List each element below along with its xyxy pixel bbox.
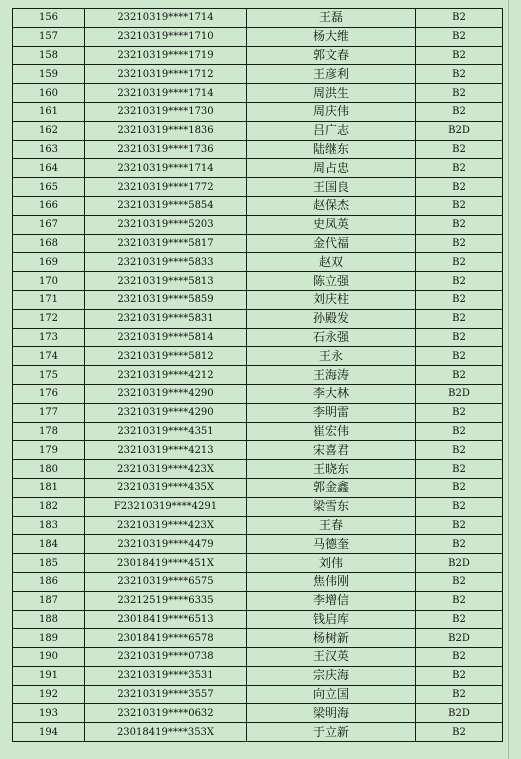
table-row <box>13 384 503 403</box>
cell-name[interactable]: 周占忠 <box>247 159 416 178</box>
table-row <box>13 516 503 535</box>
cell-id-number[interactable]: 23210319****5854 <box>85 196 247 215</box>
roster-table-body <box>13 9 503 742</box>
cell-number[interactable]: 161 <box>13 102 85 121</box>
cell-id-number[interactable]: 23210319****5203 <box>85 215 247 234</box>
cell-id-number[interactable]: 23210319****1772 <box>85 178 247 197</box>
cell-name[interactable]: 郭金鑫 <box>247 478 416 497</box>
cell-license-class[interactable]: B2 <box>416 422 503 441</box>
cell-number[interactable]: 193 <box>13 704 85 723</box>
cell-name[interactable]: 梁雪东 <box>247 497 416 516</box>
table-row <box>13 121 503 140</box>
cell-number[interactable]: 175 <box>13 366 85 385</box>
cell-number[interactable]: 168 <box>13 234 85 253</box>
cell-number[interactable]: 157 <box>13 27 85 46</box>
cell-license-class[interactable]: B2D <box>416 704 503 723</box>
cell-license-class[interactable]: B2 <box>416 723 503 742</box>
table-row <box>13 140 503 159</box>
cell-number[interactable]: 181 <box>13 478 85 497</box>
cell-number[interactable]: 171 <box>13 290 85 309</box>
table-row <box>13 234 503 253</box>
cell-id-number[interactable]: 23210319****0738 <box>85 648 247 667</box>
cell-id-number[interactable]: 23210319****5814 <box>85 328 247 347</box>
table-row <box>13 46 503 65</box>
cell-license-class[interactable]: B2 <box>416 366 503 385</box>
cell-name[interactable]: 王春 <box>247 516 416 535</box>
table-row <box>13 460 503 479</box>
table-row <box>13 178 503 197</box>
cell-license-class[interactable]: B2 <box>416 535 503 554</box>
cell-name[interactable]: 王晓东 <box>247 460 416 479</box>
table-row <box>13 102 503 121</box>
cell-name[interactable]: 王永 <box>247 347 416 366</box>
cell-id-number[interactable]: 23210319****1712 <box>85 65 247 84</box>
table-row <box>13 290 503 309</box>
cell-number[interactable]: 162 <box>13 121 85 140</box>
cell-id-number[interactable]: 23210319****0632 <box>85 704 247 723</box>
cell-name[interactable]: 周洪生 <box>247 84 416 103</box>
cell-license-class[interactable]: B2 <box>416 253 503 272</box>
cell-id-number[interactable]: F23210319****4291 <box>85 497 247 516</box>
cell-id-number[interactable]: 23210319****5817 <box>85 234 247 253</box>
cell-name[interactable]: 钱启库 <box>247 610 416 629</box>
cell-license-class[interactable]: B2 <box>416 27 503 46</box>
cell-license-class[interactable]: B2D <box>416 384 503 403</box>
cell-id-number[interactable]: 23210319****4479 <box>85 535 247 554</box>
cell-id-number[interactable]: 23210319****4290 <box>85 403 247 422</box>
cell-id-number[interactable]: 23210319****5812 <box>85 347 247 366</box>
cell-number[interactable]: 180 <box>13 460 85 479</box>
cell-id-number[interactable]: 23210319****4290 <box>85 384 247 403</box>
cell-license-class[interactable]: B2 <box>416 65 503 84</box>
cell-name[interactable]: 金代福 <box>247 234 416 253</box>
cell-number[interactable]: 194 <box>13 723 85 742</box>
table-row <box>13 629 503 648</box>
cell-number[interactable]: 169 <box>13 253 85 272</box>
cell-id-number[interactable]: 23210319****1714 <box>85 9 247 28</box>
cell-license-class[interactable]: B2 <box>416 610 503 629</box>
cell-id-number[interactable]: 23210319****435X <box>85 478 247 497</box>
cell-license-class[interactable]: B2 <box>416 102 503 121</box>
cell-id-number[interactable]: 23210319****1714 <box>85 159 247 178</box>
cell-license-class[interactable]: B2 <box>416 403 503 422</box>
cell-number[interactable]: 174 <box>13 347 85 366</box>
cell-license-class[interactable]: B2 <box>416 9 503 28</box>
cell-license-class[interactable]: B2 <box>416 272 503 291</box>
cell-name[interactable]: 崔宏伟 <box>247 422 416 441</box>
cell-license-class[interactable]: B2 <box>416 234 503 253</box>
cell-id-number[interactable]: 23018419****353X <box>85 723 247 742</box>
cell-license-class[interactable]: B2 <box>416 178 503 197</box>
cell-license-class[interactable]: B2 <box>416 196 503 215</box>
cell-id-number[interactable]: 23210319****423X <box>85 516 247 535</box>
cell-id-number[interactable]: 23210319****5859 <box>85 290 247 309</box>
table-row <box>13 497 503 516</box>
table-row <box>13 403 503 422</box>
table-row <box>13 535 503 554</box>
roster-table <box>12 8 503 742</box>
cell-id-number[interactable]: 23210319****5833 <box>85 253 247 272</box>
cell-id-number[interactable]: 23210319****1730 <box>85 102 247 121</box>
cell-number[interactable]: 190 <box>13 648 85 667</box>
cell-number[interactable]: 188 <box>13 610 85 629</box>
table-row <box>13 591 503 610</box>
cell-id-number[interactable]: 23210319****1714 <box>85 84 247 103</box>
cell-id-number[interactable]: 23210319****1710 <box>85 27 247 46</box>
cell-license-class[interactable]: B2 <box>416 328 503 347</box>
cell-name[interactable]: 李明雷 <box>247 403 416 422</box>
cell-name[interactable]: 赵保杰 <box>247 196 416 215</box>
cell-license-class[interactable]: B2 <box>416 46 503 65</box>
cell-license-class[interactable]: B2 <box>416 84 503 103</box>
table-row <box>13 196 503 215</box>
cell-number[interactable]: 163 <box>13 140 85 159</box>
cell-name[interactable]: 李大林 <box>247 384 416 403</box>
cell-name[interactable]: 于立新 <box>247 723 416 742</box>
cell-number[interactable]: 189 <box>13 629 85 648</box>
cell-id-number[interactable]: 23210319****1719 <box>85 46 247 65</box>
cell-license-class[interactable]: B2 <box>416 666 503 685</box>
cell-number[interactable]: 159 <box>13 65 85 84</box>
cell-license-class[interactable]: B2 <box>416 648 503 667</box>
cell-license-class[interactable]: B2 <box>416 290 503 309</box>
cell-id-number[interactable]: 23018419****451X <box>85 554 247 573</box>
table-row <box>13 84 503 103</box>
cell-name[interactable]: 吕广志 <box>247 121 416 140</box>
cell-id-number[interactable]: 23210319****1736 <box>85 140 247 159</box>
cell-number[interactable]: 186 <box>13 572 85 591</box>
cell-license-class[interactable]: B2 <box>416 441 503 460</box>
table-row <box>13 253 503 272</box>
cell-number[interactable]: 185 <box>13 554 85 573</box>
cell-name[interactable]: 梁明海 <box>247 704 416 723</box>
cell-license-class[interactable]: B2 <box>416 215 503 234</box>
table-row <box>13 65 503 84</box>
cell-id-number[interactable]: 23210319****423X <box>85 460 247 479</box>
cell-name[interactable]: 李增信 <box>247 591 416 610</box>
cell-id-number[interactable]: 23212519****6335 <box>85 591 247 610</box>
table-row <box>13 366 503 385</box>
table-row <box>13 422 503 441</box>
cell-name[interactable]: 王磊 <box>247 9 416 28</box>
cell-license-class[interactable]: B2 <box>416 497 503 516</box>
cell-name[interactable]: 王海涛 <box>247 366 416 385</box>
cell-number[interactable]: 184 <box>13 535 85 554</box>
cell-license-class[interactable]: B2 <box>416 309 503 328</box>
cell-name[interactable]: 宗庆海 <box>247 666 416 685</box>
cell-id-number[interactable]: 23210319****1836 <box>85 121 247 140</box>
cell-name[interactable]: 周庆伟 <box>247 102 416 121</box>
cell-name[interactable]: 陈立强 <box>247 272 416 291</box>
cell-number[interactable]: 179 <box>13 441 85 460</box>
cell-number[interactable]: 177 <box>13 403 85 422</box>
table-row <box>13 648 503 667</box>
cell-number[interactable]: 192 <box>13 685 85 704</box>
cell-name[interactable]: 刘伟 <box>247 554 416 573</box>
cell-name[interactable]: 刘庆柱 <box>247 290 416 309</box>
table-row <box>13 610 503 629</box>
cell-id-number[interactable]: 23210319****5831 <box>85 309 247 328</box>
cell-license-class[interactable]: B2 <box>416 347 503 366</box>
cell-license-class[interactable]: B2 <box>416 685 503 704</box>
table-row <box>13 347 503 366</box>
cell-name[interactable]: 焦伟刚 <box>247 572 416 591</box>
sheet-right-edge-divider <box>508 0 509 759</box>
table-row <box>13 159 503 178</box>
cell-license-class[interactable]: B2D <box>416 121 503 140</box>
table-row <box>13 27 503 46</box>
table-row <box>13 704 503 723</box>
table-row <box>13 9 503 28</box>
cell-name[interactable]: 史凤英 <box>247 215 416 234</box>
cell-number[interactable]: 191 <box>13 666 85 685</box>
cell-number[interactable]: 167 <box>13 215 85 234</box>
cell-name[interactable]: 宋喜君 <box>247 441 416 460</box>
cell-license-class[interactable]: B2 <box>416 460 503 479</box>
cell-id-number[interactable]: 23018419****6578 <box>85 629 247 648</box>
cell-name[interactable]: 马德奎 <box>247 535 416 554</box>
cell-id-number[interactable]: 23018419****6513 <box>85 610 247 629</box>
cell-number[interactable]: 165 <box>13 178 85 197</box>
cell-number[interactable]: 178 <box>13 422 85 441</box>
cell-number[interactable]: 182 <box>13 497 85 516</box>
cell-license-class[interactable]: B2 <box>416 516 503 535</box>
cell-number[interactable]: 166 <box>13 196 85 215</box>
cell-number[interactable]: 164 <box>13 159 85 178</box>
cell-number[interactable]: 170 <box>13 272 85 291</box>
cell-number[interactable]: 158 <box>13 46 85 65</box>
cell-id-number[interactable]: 23210319****4212 <box>85 366 247 385</box>
table-row <box>13 309 503 328</box>
cell-id-number[interactable]: 23210319****3531 <box>85 666 247 685</box>
cell-number[interactable]: 176 <box>13 384 85 403</box>
cell-name[interactable]: 杨树新 <box>247 629 416 648</box>
cell-name[interactable]: 石永强 <box>247 328 416 347</box>
cell-name[interactable]: 杨大维 <box>247 27 416 46</box>
cell-license-class[interactable]: B2D <box>416 629 503 648</box>
cell-name[interactable]: 王彦利 <box>247 65 416 84</box>
cell-license-class[interactable]: B2D <box>416 554 503 573</box>
cell-license-class[interactable]: B2 <box>416 478 503 497</box>
cell-name[interactable]: 郭文春 <box>247 46 416 65</box>
cell-license-class[interactable]: B2 <box>416 572 503 591</box>
cell-name[interactable]: 孙殿发 <box>247 309 416 328</box>
cell-license-class[interactable]: B2 <box>416 140 503 159</box>
table-row <box>13 572 503 591</box>
cell-number[interactable]: 173 <box>13 328 85 347</box>
cell-name[interactable]: 陆继东 <box>247 140 416 159</box>
cell-name[interactable]: 向立国 <box>247 685 416 704</box>
cell-id-number[interactable]: 23210319****5813 <box>85 272 247 291</box>
cell-number[interactable]: 160 <box>13 84 85 103</box>
cell-id-number[interactable]: 23210319****3557 <box>85 685 247 704</box>
table-row <box>13 478 503 497</box>
cell-license-class[interactable]: B2 <box>416 159 503 178</box>
cell-name[interactable]: 赵双 <box>247 253 416 272</box>
table-row <box>13 328 503 347</box>
table-row <box>13 215 503 234</box>
cell-id-number[interactable]: 23210319****6575 <box>85 572 247 591</box>
table-row <box>13 723 503 742</box>
table-row <box>13 441 503 460</box>
cell-name[interactable]: 王国良 <box>247 178 416 197</box>
table-row <box>13 554 503 573</box>
cell-license-class[interactable]: B2 <box>416 591 503 610</box>
cell-id-number[interactable]: 23210319****4351 <box>85 422 247 441</box>
table-row <box>13 272 503 291</box>
table-row <box>13 666 503 685</box>
cell-number[interactable]: 156 <box>13 9 85 28</box>
cell-number[interactable]: 172 <box>13 309 85 328</box>
table-row <box>13 685 503 704</box>
cell-number[interactable]: 187 <box>13 591 85 610</box>
cell-id-number[interactable]: 23210319****4213 <box>85 441 247 460</box>
cell-number[interactable]: 183 <box>13 516 85 535</box>
cell-name[interactable]: 王汉英 <box>247 648 416 667</box>
